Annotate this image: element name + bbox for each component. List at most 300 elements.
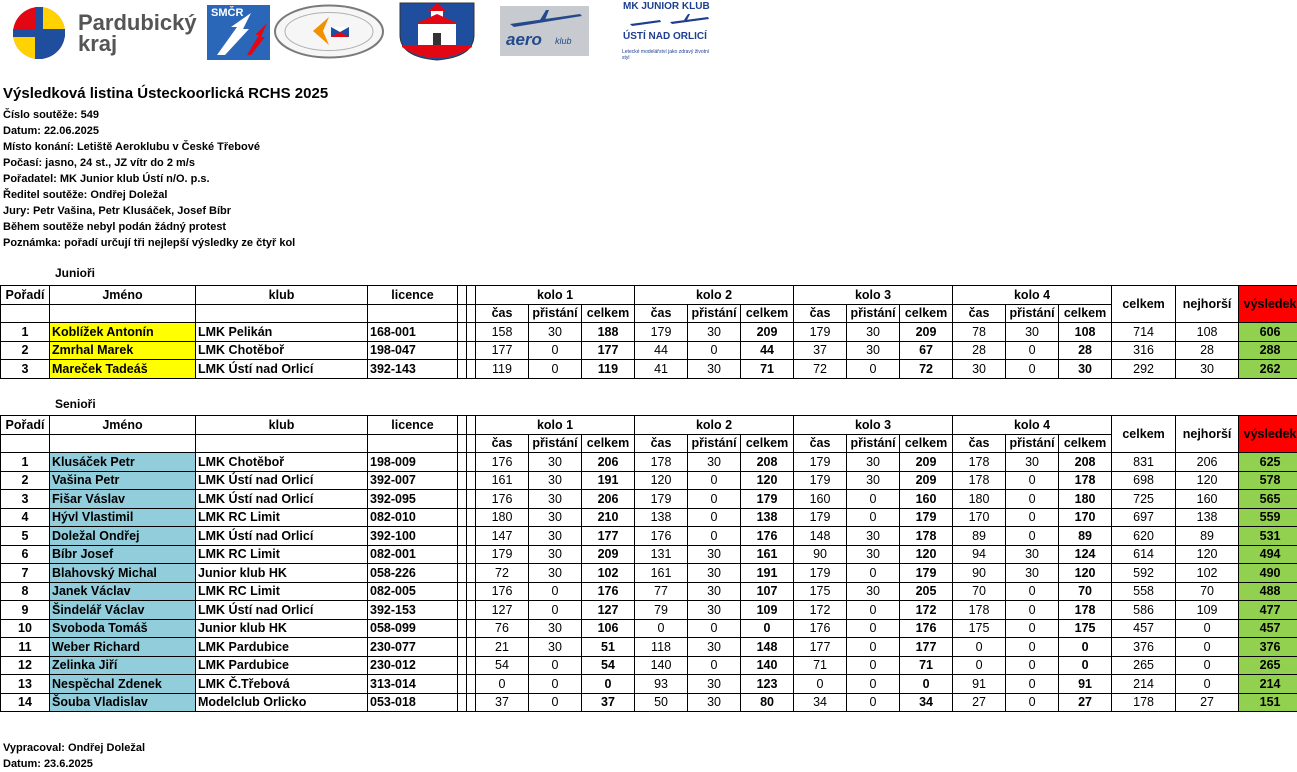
- round-time-cell: 177: [476, 341, 529, 360]
- round-time-cell: 180: [953, 490, 1006, 509]
- empty-cell: [368, 434, 458, 453]
- col-header-total: celkem: [1112, 286, 1176, 323]
- licence-cell: 313-014: [368, 675, 458, 694]
- round-total-cell: 44: [741, 341, 794, 360]
- round-total-cell: 209: [900, 323, 953, 342]
- col-header-round: kolo 1: [476, 286, 635, 305]
- spacer-cell: [458, 675, 467, 694]
- spacer-cell: [458, 527, 467, 546]
- round-time-cell: 93: [635, 675, 688, 694]
- round-landing-cell: 30: [688, 545, 741, 564]
- result-cell: 578: [1239, 471, 1297, 490]
- club-cell: LMK Ústí nad Orlicí: [196, 471, 368, 490]
- round-time-cell: 41: [635, 360, 688, 379]
- col-header-round: kolo 4: [953, 416, 1112, 435]
- col-header-time: čas: [476, 434, 529, 453]
- spacer-cell: [458, 545, 467, 564]
- round-landing-cell: 30: [847, 527, 900, 546]
- worst-cell: 120: [1176, 545, 1239, 564]
- table-row: [1, 527, 1297, 546]
- info-line: Poznámka: pořadí určují tři nejlepší výsledky ze čtyř kol: [3, 235, 328, 251]
- competitor-name-cell: Zelinka Jiří: [50, 656, 196, 675]
- round-total-cell: 177: [582, 341, 635, 360]
- round-total-cell: 205: [900, 582, 953, 601]
- info-line: Pořadatel: MK Junior klub Ústí n/O. p.s.: [3, 171, 328, 187]
- round-landing-cell: 30: [688, 564, 741, 583]
- round-landing-cell: 0: [847, 638, 900, 657]
- total-cell: 697: [1112, 508, 1176, 527]
- aeroklub-text: aero: [506, 30, 542, 50]
- round-landing-cell: 30: [688, 675, 741, 694]
- round-total-cell: 71: [741, 360, 794, 379]
- spacer-cell: [458, 638, 467, 657]
- col-header-licence: licence: [368, 286, 458, 305]
- club-cell: LMK Pelikán: [196, 323, 368, 342]
- spacer-cell: [467, 601, 476, 620]
- round-landing-cell: 0: [529, 601, 582, 620]
- total-cell: 265: [1112, 656, 1176, 675]
- round-landing-cell: 0: [529, 675, 582, 694]
- competitor-name-cell: Blahovský Michal: [50, 564, 196, 583]
- result-cell: 606: [1239, 323, 1297, 342]
- round-landing-cell: 30: [529, 619, 582, 638]
- round-landing-cell: 30: [688, 453, 741, 472]
- round-time-cell: 176: [635, 527, 688, 546]
- round-time-cell: 77: [635, 582, 688, 601]
- competitor-name-cell: Šouba Vladislav: [50, 693, 196, 712]
- round-total-cell: 0: [741, 619, 794, 638]
- spacer-cell: [467, 693, 476, 712]
- result-cell: 376: [1239, 638, 1297, 657]
- info-line: Místo konání: Letiště Aeroklubu v České Třebové: [3, 139, 328, 155]
- licence-cell: 392-143: [368, 360, 458, 379]
- round-time-cell: 179: [794, 508, 847, 527]
- round-total-cell: 120: [900, 545, 953, 564]
- col-header-landing: přistání: [1006, 434, 1059, 453]
- round-landing-cell: 30: [529, 564, 582, 583]
- col-header-worst: nejhorší: [1176, 286, 1239, 323]
- mk-junior-klub-logo: [620, 0, 715, 62]
- round-time-cell: 118: [635, 638, 688, 657]
- round-landing-cell: 0: [1006, 656, 1059, 675]
- smcr-text: SMČR: [211, 7, 243, 19]
- round-time-cell: 177: [794, 638, 847, 657]
- col-header-round: kolo 2: [635, 286, 794, 305]
- table-row: [1, 323, 1297, 342]
- round-total-cell: 191: [741, 564, 794, 583]
- round-landing-cell: 0: [529, 693, 582, 712]
- result-cell: 494: [1239, 545, 1297, 564]
- spacer-cell: [467, 656, 476, 675]
- col-header-round-total: celkem: [582, 434, 635, 453]
- col-header-worst: nejhorší: [1176, 416, 1239, 453]
- round-total-cell: 177: [582, 527, 635, 546]
- worst-cell: 160: [1176, 490, 1239, 509]
- pardubicky-kraj-text-1: Pardubický: [78, 12, 197, 33]
- club-cell: LMK Chotěboř: [196, 341, 368, 360]
- round-time-cell: 79: [635, 601, 688, 620]
- round-total-cell: 176: [741, 527, 794, 546]
- col-header-landing: přistání: [529, 304, 582, 323]
- result-cell: 288: [1239, 341, 1297, 360]
- licence-cell: 230-012: [368, 656, 458, 675]
- round-landing-cell: 0: [1006, 360, 1059, 379]
- round-time-cell: 94: [953, 545, 1006, 564]
- total-cell: 457: [1112, 619, 1176, 638]
- table-row: [1, 582, 1297, 601]
- round-landing-cell: 30: [688, 582, 741, 601]
- licence-cell: 058-226: [368, 564, 458, 583]
- round-landing-cell: 0: [529, 656, 582, 675]
- footer: [3, 740, 145, 772]
- round-total-cell: 148: [741, 638, 794, 657]
- col-header-licence: licence: [368, 416, 458, 435]
- col-header-round: kolo 1: [476, 416, 635, 435]
- round-time-cell: 37: [794, 341, 847, 360]
- round-landing-cell: 30: [529, 323, 582, 342]
- mk-logo-line-1: MK JUNIOR KLUB: [623, 1, 710, 12]
- rank-cell: 12: [1, 656, 50, 675]
- round-landing-cell: 30: [1006, 564, 1059, 583]
- round-time-cell: 176: [476, 490, 529, 509]
- rank-cell: 5: [1, 527, 50, 546]
- round-time-cell: 78: [953, 323, 1006, 342]
- spacer-cell: [458, 323, 467, 342]
- spacer-cell: [467, 304, 476, 323]
- round-total-cell: 170: [1059, 508, 1112, 527]
- rank-cell: 11: [1, 638, 50, 657]
- round-time-cell: 72: [794, 360, 847, 379]
- lightning-icon: [207, 5, 270, 60]
- round-time-cell: 179: [794, 471, 847, 490]
- club-cell: Junior klub HK: [196, 564, 368, 583]
- rank-cell: 7: [1, 564, 50, 583]
- prepared-by: Vypracoval: Ondřej Doležal: [3, 740, 145, 756]
- round-total-cell: 176: [900, 619, 953, 638]
- rank-cell: 2: [1, 471, 50, 490]
- page-title: Výsledková listina Ústeckoorlická RCHS 2025: [3, 84, 328, 103]
- round-total-cell: 119: [582, 360, 635, 379]
- spacer-cell: [458, 471, 467, 490]
- empty-cell: [196, 304, 368, 323]
- spacer-cell: [467, 434, 476, 453]
- round-time-cell: 27: [953, 693, 1006, 712]
- round-landing-cell: 30: [529, 453, 582, 472]
- town-coat-of-arms-logo: [398, 1, 476, 61]
- round-landing-cell: 30: [529, 527, 582, 546]
- sponsor-logos: [0, 0, 1297, 70]
- round-total-cell: 178: [1059, 471, 1112, 490]
- col-header-name: Jméno: [50, 416, 196, 435]
- total-cell: 376: [1112, 638, 1176, 657]
- round-total-cell: 191: [582, 471, 635, 490]
- round-time-cell: 176: [476, 582, 529, 601]
- round-time-cell: 89: [953, 527, 1006, 546]
- round-landing-cell: 30: [688, 601, 741, 620]
- rank-cell: 1: [1, 323, 50, 342]
- round-landing-cell: 30: [847, 545, 900, 564]
- round-landing-cell: 0: [1006, 527, 1059, 546]
- col-header-landing: přistání: [847, 304, 900, 323]
- round-landing-cell: 0: [847, 601, 900, 620]
- total-cell: 178: [1112, 693, 1176, 712]
- round-total-cell: 106: [582, 619, 635, 638]
- worst-cell: 70: [1176, 582, 1239, 601]
- spacer-cell: [467, 582, 476, 601]
- round-time-cell: 138: [635, 508, 688, 527]
- col-header-round: kolo 3: [794, 286, 953, 305]
- table-row: [1, 564, 1297, 583]
- round-time-cell: 0: [635, 619, 688, 638]
- empty-cell: [1, 304, 50, 323]
- round-landing-cell: 30: [688, 360, 741, 379]
- round-time-cell: 44: [635, 341, 688, 360]
- empty-cell: [196, 434, 368, 453]
- spacer-cell: [467, 323, 476, 342]
- round-time-cell: 158: [476, 323, 529, 342]
- spacer-cell: [458, 601, 467, 620]
- spacer-cell: [458, 619, 467, 638]
- empty-cell: [1, 434, 50, 453]
- round-landing-cell: 30: [847, 453, 900, 472]
- round-landing-cell: 0: [847, 656, 900, 675]
- spacer-cell: [467, 638, 476, 657]
- round-total-cell: 0: [900, 675, 953, 694]
- round-time-cell: 148: [794, 527, 847, 546]
- round-time-cell: 0: [953, 638, 1006, 657]
- round-total-cell: 67: [900, 341, 953, 360]
- round-time-cell: 140: [635, 656, 688, 675]
- round-landing-cell: 0: [688, 527, 741, 546]
- round-landing-cell: 0: [847, 360, 900, 379]
- spacer-cell: [467, 619, 476, 638]
- round-total-cell: 175: [1059, 619, 1112, 638]
- round-total-cell: 206: [582, 490, 635, 509]
- round-total-cell: 91: [1059, 675, 1112, 694]
- round-landing-cell: 0: [1006, 638, 1059, 657]
- round-total-cell: 70: [1059, 582, 1112, 601]
- round-time-cell: 90: [953, 564, 1006, 583]
- spacer-cell: [458, 564, 467, 583]
- round-total-cell: 80: [741, 693, 794, 712]
- cses-logo: [273, 3, 385, 60]
- competitor-name-cell: Šindelář Václav: [50, 601, 196, 620]
- result-cell: 262: [1239, 360, 1297, 379]
- round-landing-cell: 0: [847, 564, 900, 583]
- club-cell: LMK Pardubice: [196, 638, 368, 657]
- total-cell: 725: [1112, 490, 1176, 509]
- round-total-cell: 210: [582, 508, 635, 527]
- club-cell: LMK RC Limit: [196, 545, 368, 564]
- rank-cell: 9: [1, 601, 50, 620]
- round-landing-cell: 30: [529, 471, 582, 490]
- total-cell: 558: [1112, 582, 1176, 601]
- competitor-name-cell: Bíbr Josef: [50, 545, 196, 564]
- result-cell: 457: [1239, 619, 1297, 638]
- total-cell: 592: [1112, 564, 1176, 583]
- spacer-cell: [467, 360, 476, 379]
- round-landing-cell: 30: [688, 638, 741, 657]
- table-row: [1, 601, 1297, 620]
- rank-cell: 10: [1, 619, 50, 638]
- round-time-cell: 0: [794, 675, 847, 694]
- competitor-name-cell: Nespěchal Zdenek: [50, 675, 196, 694]
- round-landing-cell: 0: [529, 341, 582, 360]
- round-total-cell: 107: [741, 582, 794, 601]
- licence-cell: 168-001: [368, 323, 458, 342]
- licence-cell: 392-007: [368, 471, 458, 490]
- round-landing-cell: 30: [847, 471, 900, 490]
- round-total-cell: 0: [582, 675, 635, 694]
- col-header-landing: přistání: [847, 434, 900, 453]
- col-header-time: čas: [794, 434, 847, 453]
- round-total-cell: 209: [900, 453, 953, 472]
- spacer-cell: [467, 490, 476, 509]
- worst-cell: 109: [1176, 601, 1239, 620]
- col-header-landing: přistání: [529, 434, 582, 453]
- round-total-cell: 124: [1059, 545, 1112, 564]
- club-cell: LMK RC Limit: [196, 582, 368, 601]
- total-cell: 214: [1112, 675, 1176, 694]
- table-row: [1, 490, 1297, 509]
- spacer-cell: [458, 693, 467, 712]
- total-cell: 586: [1112, 601, 1176, 620]
- round-time-cell: 70: [953, 582, 1006, 601]
- round-landing-cell: 0: [688, 341, 741, 360]
- info-line: Jury: Petr Vašina, Petr Klusáček, Josef Bíbr: [3, 203, 328, 219]
- round-time-cell: 180: [476, 508, 529, 527]
- spacer-cell: [467, 471, 476, 490]
- round-total-cell: 209: [741, 323, 794, 342]
- licence-cell: 198-009: [368, 453, 458, 472]
- round-total-cell: 127: [582, 601, 635, 620]
- round-total-cell: 120: [741, 471, 794, 490]
- round-landing-cell: 30: [847, 341, 900, 360]
- round-total-cell: 208: [741, 453, 794, 472]
- col-header-result: výsledek: [1239, 286, 1297, 323]
- round-landing-cell: 0: [1006, 619, 1059, 638]
- table-row: [1, 453, 1297, 472]
- round-total-cell: 27: [1059, 693, 1112, 712]
- spacer-cell: [467, 527, 476, 546]
- spacer-cell: [458, 360, 467, 379]
- round-total-cell: 179: [900, 508, 953, 527]
- col-header-round: kolo 3: [794, 416, 953, 435]
- round-total-cell: 123: [741, 675, 794, 694]
- round-time-cell: 147: [476, 527, 529, 546]
- round-time-cell: 179: [794, 453, 847, 472]
- round-landing-cell: 0: [1006, 490, 1059, 509]
- round-landing-cell: 0: [1006, 675, 1059, 694]
- header-row: [1, 286, 1297, 305]
- round-time-cell: 90: [794, 545, 847, 564]
- round-time-cell: 120: [635, 471, 688, 490]
- round-landing-cell: 30: [688, 693, 741, 712]
- licence-cell: 392-100: [368, 527, 458, 546]
- table-row: [1, 619, 1297, 638]
- worst-cell: 27: [1176, 693, 1239, 712]
- club-cell: Junior klub HK: [196, 619, 368, 638]
- col-header-time: čas: [953, 434, 1006, 453]
- info-line: Datum: 22.06.2025: [3, 123, 328, 139]
- col-header-club: klub: [196, 416, 368, 435]
- round-total-cell: 71: [900, 656, 953, 675]
- round-landing-cell: 0: [847, 619, 900, 638]
- round-landing-cell: 30: [529, 490, 582, 509]
- spacer-cell: [458, 341, 467, 360]
- col-header-round-total: celkem: [900, 434, 953, 453]
- coat-of-arms-icon: [398, 1, 476, 61]
- round-time-cell: 50: [635, 693, 688, 712]
- round-total-cell: 34: [900, 693, 953, 712]
- rank-cell: 2: [1, 341, 50, 360]
- round-landing-cell: 0: [847, 675, 900, 694]
- round-total-cell: 206: [582, 453, 635, 472]
- round-total-cell: 178: [900, 527, 953, 546]
- round-total-cell: 179: [900, 564, 953, 583]
- worst-cell: 108: [1176, 323, 1239, 342]
- round-landing-cell: 30: [1006, 323, 1059, 342]
- rank-cell: 3: [1, 490, 50, 509]
- competitor-name-cell: Zmrhal Marek: [50, 341, 196, 360]
- category-seniors-label: Senioři: [55, 397, 96, 411]
- round-total-cell: 138: [741, 508, 794, 527]
- result-cell: 214: [1239, 675, 1297, 694]
- spacer-cell: [458, 453, 467, 472]
- licence-cell: 058-099: [368, 619, 458, 638]
- competitor-name-cell: Vašina Petr: [50, 471, 196, 490]
- licence-cell: 230-077: [368, 638, 458, 657]
- info-line: Ředitel soutěže: Ondřej Doležal: [3, 187, 328, 203]
- round-total-cell: 0: [1059, 638, 1112, 657]
- round-time-cell: 160: [794, 490, 847, 509]
- round-total-cell: 177: [900, 638, 953, 657]
- round-total-cell: 0: [1059, 656, 1112, 675]
- round-landing-cell: 0: [1006, 508, 1059, 527]
- competitor-name-cell: Svoboda Tomáš: [50, 619, 196, 638]
- round-total-cell: 51: [582, 638, 635, 657]
- round-landing-cell: 30: [847, 323, 900, 342]
- club-cell: Modelclub Orlicko: [196, 693, 368, 712]
- spacer-cell: [458, 286, 467, 305]
- result-cell: 625: [1239, 453, 1297, 472]
- club-cell: LMK RC Limit: [196, 508, 368, 527]
- cses-emblem-icon: [273, 3, 385, 60]
- col-header-time: čas: [794, 304, 847, 323]
- round-total-cell: 161: [741, 545, 794, 564]
- round-total-cell: 120: [1059, 564, 1112, 583]
- total-cell: 292: [1112, 360, 1176, 379]
- worst-cell: 0: [1176, 675, 1239, 694]
- round-time-cell: 179: [476, 545, 529, 564]
- spacer-cell: [458, 304, 467, 323]
- spacer-cell: [467, 545, 476, 564]
- round-time-cell: 37: [476, 693, 529, 712]
- round-total-cell: 140: [741, 656, 794, 675]
- club-cell: LMK Chotěboř: [196, 453, 368, 472]
- col-header-round-total: celkem: [1059, 304, 1112, 323]
- spacer-cell: [467, 341, 476, 360]
- round-time-cell: 178: [953, 471, 1006, 490]
- round-total-cell: 209: [900, 471, 953, 490]
- col-header-round-total: celkem: [582, 304, 635, 323]
- round-landing-cell: 30: [1006, 453, 1059, 472]
- round-time-cell: 161: [635, 564, 688, 583]
- round-landing-cell: 0: [1006, 471, 1059, 490]
- empty-cell: [50, 304, 196, 323]
- result-cell: 265: [1239, 656, 1297, 675]
- round-time-cell: 179: [794, 323, 847, 342]
